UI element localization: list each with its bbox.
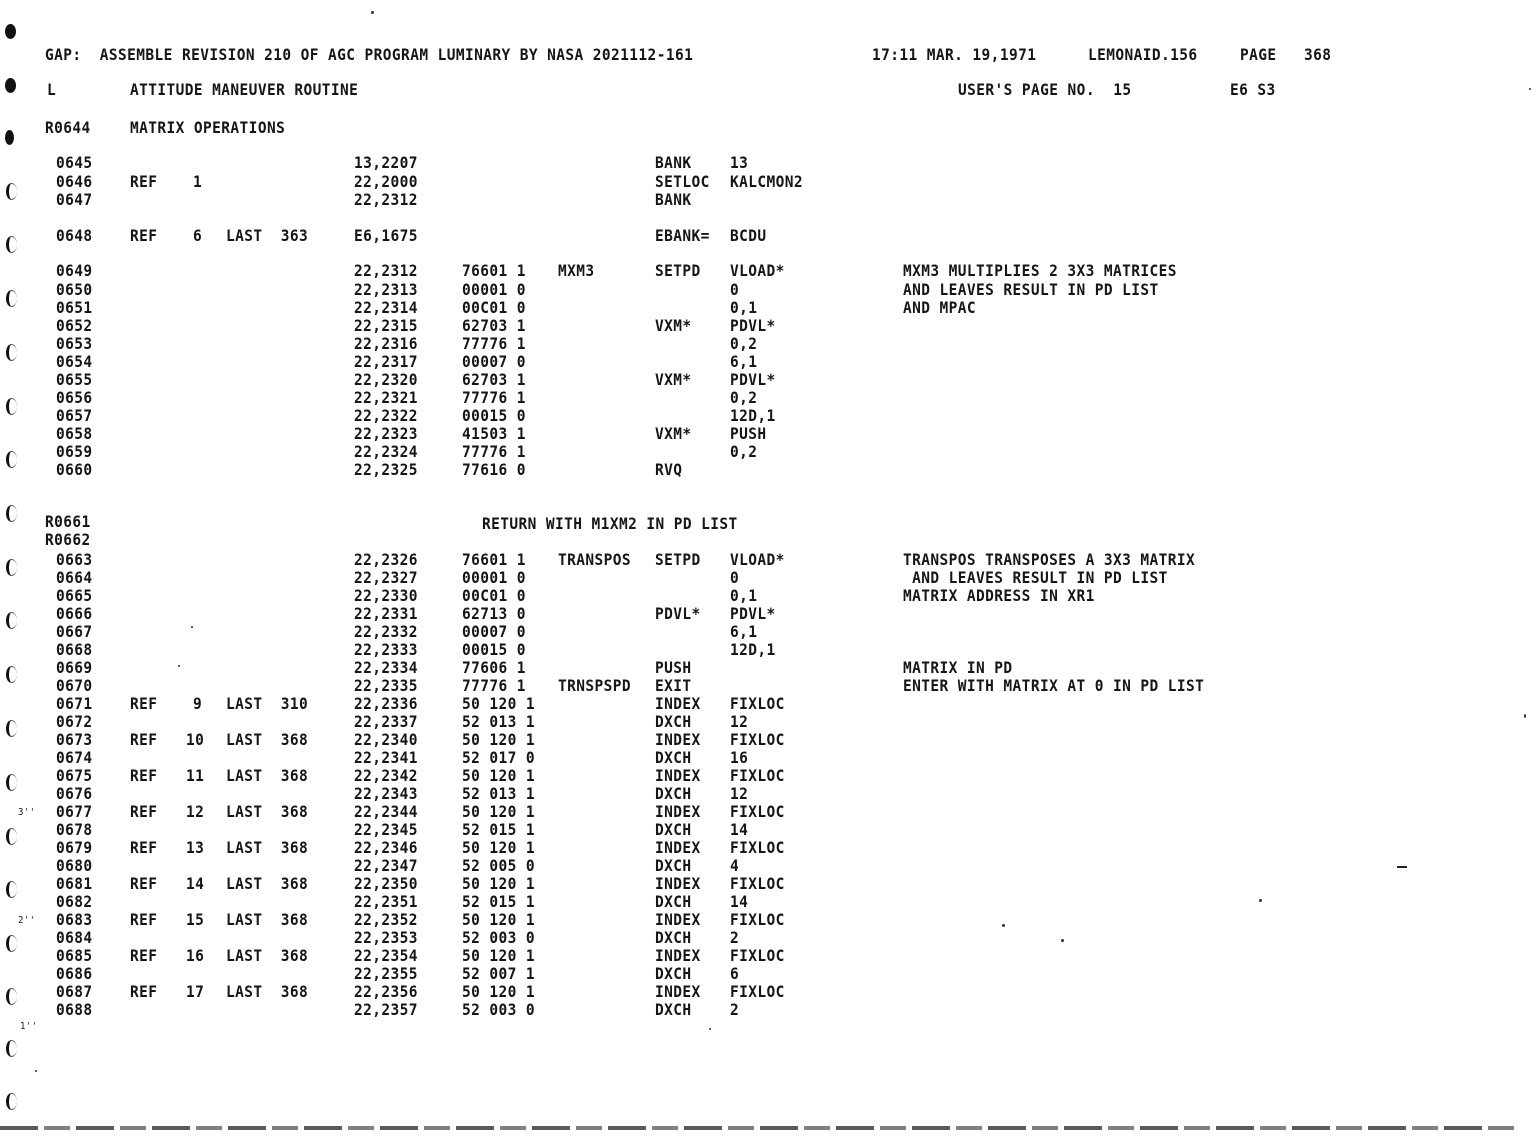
address: 22,2312: [354, 192, 418, 210]
line-number: 0671: [56, 696, 93, 714]
line-number: 0663: [56, 552, 93, 570]
feed-hole: [6, 935, 17, 952]
opcode: PUSH: [655, 660, 692, 678]
operand: FIXLOC: [730, 732, 785, 750]
line-number: 0688: [56, 1002, 93, 1020]
ref-label: REF: [130, 696, 158, 714]
address: 22,2335: [354, 678, 418, 696]
feed-hole: [6, 398, 17, 415]
last-ref: LAST 368: [226, 984, 309, 1002]
symbol-label: TRNSPSPD: [558, 678, 632, 696]
paper-speck: [1259, 899, 1262, 902]
octal-code: 50 120 1: [462, 840, 536, 858]
users-page-number: USER'S PAGE NO. 15: [958, 82, 1132, 100]
address: 22,2336: [354, 696, 418, 714]
line-number: 0656: [56, 390, 93, 408]
ref-number: 17: [186, 984, 205, 1002]
address: 22,2331: [354, 606, 418, 624]
address: 22,2316: [354, 336, 418, 354]
line-number: 0647: [56, 192, 93, 210]
opcode: BANK: [655, 192, 692, 210]
operand: 14: [730, 822, 749, 840]
line-number: 0657: [56, 408, 93, 426]
address: E6,1675: [354, 228, 418, 246]
feed-hole: [6, 236, 17, 253]
address: 22,2352: [354, 912, 418, 930]
ref-label: REF: [130, 984, 158, 1002]
operand: 14: [730, 894, 749, 912]
line-number: 0676: [56, 786, 93, 804]
address: 22,2327: [354, 570, 418, 588]
address: 22,2000: [354, 174, 418, 192]
address: 22,2346: [354, 840, 418, 858]
last-ref: LAST 368: [226, 840, 309, 858]
operand: 0: [730, 282, 740, 300]
octal-code: 77776 1: [462, 678, 526, 696]
opcode: INDEX: [655, 876, 701, 894]
page-number: 368: [1304, 47, 1332, 65]
ref-label: REF: [130, 228, 158, 246]
last-ref: LAST 368: [226, 732, 309, 750]
feed-hole: [6, 1093, 17, 1110]
address: 22,2315: [354, 318, 418, 336]
address: 13,2207: [354, 155, 418, 173]
line-number: 0672: [56, 714, 93, 732]
ref-label: REF: [130, 912, 158, 930]
paper-speck: [178, 665, 180, 667]
ref-number: 15: [186, 912, 205, 930]
ref-label: REF: [130, 948, 158, 966]
operand: FIXLOC: [730, 948, 785, 966]
operand: 13: [730, 155, 749, 173]
comment: AND LEAVES RESULT IN PD LIST: [903, 282, 1159, 300]
address: 22,2356: [354, 984, 418, 1002]
line-number: 0682: [56, 894, 93, 912]
ref-number: 1: [193, 174, 203, 192]
feed-hole: [6, 612, 17, 629]
address: 22,2357: [354, 1002, 418, 1020]
operand: FIXLOC: [730, 696, 785, 714]
address: 22,2317: [354, 354, 418, 372]
opcode: DXCH: [655, 1002, 692, 1020]
opcode: INDEX: [655, 840, 701, 858]
ref-label: REF: [130, 840, 158, 858]
paper-speck: [371, 11, 374, 14]
feed-hole: [6, 828, 17, 845]
feed-hole: [6, 881, 17, 898]
opcode: INDEX: [655, 948, 701, 966]
symbol-label: MXM3: [558, 263, 595, 281]
operand: 12D,1: [730, 642, 776, 660]
line-number: 0660: [56, 462, 93, 480]
octal-code: 50 120 1: [462, 948, 536, 966]
line-number: 0652: [56, 318, 93, 336]
octal-code: 00C01 0: [462, 300, 526, 318]
last-ref: LAST 310: [226, 696, 309, 714]
line-number: 0668: [56, 642, 93, 660]
comment: MATRIX IN PD: [903, 660, 1013, 678]
ref-number: 6: [193, 228, 203, 246]
assembly-title: GAP: ASSEMBLE REVISION 210 OF AGC PROGRAM LUMINARY BY NASA 2021112-161: [45, 47, 694, 65]
centered-comment: RETURN WITH M1XM2 IN PD LIST: [482, 516, 738, 534]
opcode: DXCH: [655, 822, 692, 840]
line-number: 0664: [56, 570, 93, 588]
operand: BCDU: [730, 228, 767, 246]
operand: PDVL*: [730, 606, 776, 624]
line-number: 0683: [56, 912, 93, 930]
comment: ENTER WITH MATRIX AT 0 IN PD LIST: [903, 678, 1205, 696]
ref-label: REF: [130, 174, 158, 192]
operand: 6,1: [730, 624, 758, 642]
address: 22,2324: [354, 444, 418, 462]
address: 22,2321: [354, 390, 418, 408]
ref-number: 11: [186, 768, 205, 786]
line-number: 0650: [56, 282, 93, 300]
octal-code: 50 120 1: [462, 912, 536, 930]
octal-code: 52 015 1: [462, 822, 536, 840]
operand: PDVL*: [730, 372, 776, 390]
paper-speck: [1524, 714, 1526, 718]
comment: AND MPAC: [903, 300, 977, 318]
opcode: DXCH: [655, 966, 692, 984]
operand: FIXLOC: [730, 912, 785, 930]
operand: 12: [730, 786, 749, 804]
last-ref: LAST 368: [226, 948, 309, 966]
paper-speck: [709, 1028, 711, 1030]
feed-hole: [6, 451, 17, 468]
address: 22,2330: [354, 588, 418, 606]
address: 22,2342: [354, 768, 418, 786]
line-number: R0662: [45, 532, 91, 550]
octal-code: 77776 1: [462, 336, 526, 354]
opcode: DXCH: [655, 786, 692, 804]
line-number: R0644: [45, 120, 91, 138]
address: 22,2351: [354, 894, 418, 912]
address: 22,2332: [354, 624, 418, 642]
operand: PDVL*: [730, 318, 776, 336]
feed-hole: [6, 988, 17, 1005]
paper-speck: [1002, 924, 1005, 927]
operand: FIXLOC: [730, 984, 785, 1002]
line-number: 0678: [56, 822, 93, 840]
line-number: 0654: [56, 354, 93, 372]
line-number: R0661: [45, 514, 91, 532]
address: 22,2333: [354, 642, 418, 660]
octal-code: 00015 0: [462, 642, 526, 660]
margin-mark: 3'': [18, 807, 36, 819]
opcode: DXCH: [655, 894, 692, 912]
octal-code: 52 015 1: [462, 894, 536, 912]
paper-speck: [35, 1070, 37, 1072]
octal-code: 52 007 1: [462, 966, 536, 984]
octal-code: 62703 1: [462, 372, 526, 390]
feed-hole: [6, 344, 17, 361]
operand: 0: [730, 570, 740, 588]
address: 22,2341: [354, 750, 418, 768]
octal-code: 77616 0: [462, 462, 526, 480]
comment: MXM3 MULTIPLIES 2 3X3 MATRICES: [903, 263, 1177, 281]
line-number: 0645: [56, 155, 93, 173]
octal-code: 50 120 1: [462, 984, 536, 1002]
block-title: MATRIX OPERATIONS: [130, 120, 286, 138]
last-ref: LAST 368: [226, 912, 309, 930]
line-number: 0659: [56, 444, 93, 462]
line-number: 0675: [56, 768, 93, 786]
line-number: 0649: [56, 263, 93, 281]
feed-hole: [6, 505, 17, 522]
octal-code: 00C01 0: [462, 588, 526, 606]
page-label: PAGE: [1240, 47, 1277, 65]
address: 22,2325: [354, 462, 418, 480]
octal-code: 76601 1: [462, 552, 526, 570]
ref-number: 12: [186, 804, 205, 822]
line-number: 0679: [56, 840, 93, 858]
page-bottom-edge: [0, 1126, 1520, 1130]
operand: 0,2: [730, 444, 758, 462]
opcode: VXM*: [655, 426, 692, 444]
line-number: 0673: [56, 732, 93, 750]
opcode: INDEX: [655, 768, 701, 786]
ref-number: 10: [186, 732, 205, 750]
feed-hole: [5, 24, 16, 39]
opcode: DXCH: [655, 930, 692, 948]
octal-code: 52 003 0: [462, 1002, 536, 1020]
operand: FIXLOC: [730, 876, 785, 894]
operand: 6,1: [730, 354, 758, 372]
octal-code: 00001 0: [462, 570, 526, 588]
address: 22,2354: [354, 948, 418, 966]
address: 22,2353: [354, 930, 418, 948]
operand: VLOAD*: [730, 552, 785, 570]
operand: 0,2: [730, 336, 758, 354]
line-number: 0669: [56, 660, 93, 678]
octal-code: 00001 0: [462, 282, 526, 300]
opcode: INDEX: [655, 912, 701, 930]
line-number: 0666: [56, 606, 93, 624]
section-title: ATTITUDE MANEUVER ROUTINE: [130, 82, 359, 100]
address: 22,2355: [354, 966, 418, 984]
ref-number: 9: [193, 696, 203, 714]
feed-hole: [6, 290, 17, 307]
octal-code: 52 017 0: [462, 750, 536, 768]
feed-hole: [6, 1040, 17, 1057]
comment: MATRIX ADDRESS IN XR1: [903, 588, 1095, 606]
bank-code: E6 S3: [1230, 82, 1276, 100]
octal-code: 50 120 1: [462, 804, 536, 822]
feed-hole: [6, 666, 17, 683]
last-ref: LAST 363: [226, 228, 309, 246]
octal-code: 76601 1: [462, 263, 526, 281]
comment: TRANSPOS TRANSPOSES A 3X3 MATRIX: [903, 552, 1196, 570]
octal-code: 77606 1: [462, 660, 526, 678]
operand: 0,1: [730, 300, 758, 318]
address: 22,2334: [354, 660, 418, 678]
octal-code: 62713 0: [462, 606, 526, 624]
ref-label: REF: [130, 876, 158, 894]
symbol-label: TRANSPOS: [558, 552, 632, 570]
ref-number: 13: [186, 840, 205, 858]
line-number: 0665: [56, 588, 93, 606]
octal-code: 50 120 1: [462, 732, 536, 750]
line-number: 0658: [56, 426, 93, 444]
ref-label: REF: [130, 804, 158, 822]
ref-label: REF: [130, 768, 158, 786]
paper-mark: [1397, 866, 1407, 868]
operand: KALCMON2: [730, 174, 804, 192]
line-number: 0686: [56, 966, 93, 984]
paper-speck: [1061, 939, 1064, 942]
line-number: 0648: [56, 228, 93, 246]
octal-code: 00015 0: [462, 408, 526, 426]
paper-speck: [1529, 88, 1531, 90]
address: 22,2343: [354, 786, 418, 804]
opcode: INDEX: [655, 804, 701, 822]
print-timestamp: 17:11 MAR. 19,1971: [872, 47, 1037, 65]
ref-label: REF: [130, 732, 158, 750]
line-number: 0670: [56, 678, 93, 696]
operand: FIXLOC: [730, 840, 785, 858]
operand: FIXLOC: [730, 804, 785, 822]
line-number: 0685: [56, 948, 93, 966]
octal-code: 00007 0: [462, 624, 526, 642]
operand: 4: [730, 858, 740, 876]
operand: FIXLOC: [730, 768, 785, 786]
octal-code: 50 120 1: [462, 696, 536, 714]
line-number: 0651: [56, 300, 93, 318]
line-number: 0680: [56, 858, 93, 876]
address: 22,2345: [354, 822, 418, 840]
address: 22,2350: [354, 876, 418, 894]
margin-mark: 2'': [18, 915, 36, 927]
last-ref: LAST 368: [226, 804, 309, 822]
opcode: SETPD: [655, 552, 701, 570]
paper-speck: [191, 626, 193, 628]
operand: 12: [730, 714, 749, 732]
line-number: 0667: [56, 624, 93, 642]
operand: PUSH: [730, 426, 767, 444]
address: 22,2347: [354, 858, 418, 876]
octal-code: 52 013 1: [462, 786, 536, 804]
opcode: INDEX: [655, 984, 701, 1002]
address: 22,2322: [354, 408, 418, 426]
line-number: 0653: [56, 336, 93, 354]
line-number: 0655: [56, 372, 93, 390]
operand: VLOAD*: [730, 263, 785, 281]
operand: 0,1: [730, 588, 758, 606]
address: 22,2340: [354, 732, 418, 750]
opcode: DXCH: [655, 858, 692, 876]
line-number: 0687: [56, 984, 93, 1002]
octal-code: 62703 1: [462, 318, 526, 336]
ref-number: 16: [186, 948, 205, 966]
octal-code: 52 003 0: [462, 930, 536, 948]
octal-code: 52 013 1: [462, 714, 536, 732]
opcode: VXM*: [655, 318, 692, 336]
feed-hole: [6, 774, 17, 791]
address: 22,2344: [354, 804, 418, 822]
opcode: EXIT: [655, 678, 692, 696]
octal-code: 41503 1: [462, 426, 526, 444]
octal-code: 52 005 0: [462, 858, 536, 876]
operand: 2: [730, 1002, 740, 1020]
comment: AND LEAVES RESULT IN PD LIST: [903, 570, 1168, 588]
feed-hole: [6, 720, 17, 737]
operand: 16: [730, 750, 749, 768]
feed-hole: [6, 183, 17, 200]
line-number: 0684: [56, 930, 93, 948]
opcode: VXM*: [655, 372, 692, 390]
opcode: SETPD: [655, 263, 701, 281]
opcode: BANK: [655, 155, 692, 173]
opcode: INDEX: [655, 732, 701, 750]
address: 22,2337: [354, 714, 418, 732]
address: 22,2323: [354, 426, 418, 444]
opcode: INDEX: [655, 696, 701, 714]
source-file-name: LEMONAID.156: [1088, 47, 1198, 65]
opcode: SETLOC: [655, 174, 710, 192]
feed-hole: [6, 559, 17, 576]
line-number: 0646: [56, 174, 93, 192]
operand: 12D,1: [730, 408, 776, 426]
octal-code: 50 120 1: [462, 876, 536, 894]
octal-code: 77776 1: [462, 390, 526, 408]
line-number: 0674: [56, 750, 93, 768]
opcode: DXCH: [655, 714, 692, 732]
address: 22,2314: [354, 300, 418, 318]
line-number: 0681: [56, 876, 93, 894]
feed-hole: [5, 78, 16, 93]
address: 22,2313: [354, 282, 418, 300]
last-ref: LAST 368: [226, 768, 309, 786]
address: 22,2320: [354, 372, 418, 390]
ref-number: 14: [186, 876, 205, 894]
margin-mark: 1'': [20, 1021, 38, 1033]
operand: 0,2: [730, 390, 758, 408]
last-ref: LAST 368: [226, 876, 309, 894]
listing-type-code: L: [47, 82, 57, 100]
address: 22,2312: [354, 263, 418, 281]
opcode: RVQ: [655, 462, 683, 480]
opcode: PDVL*: [655, 606, 701, 624]
octal-code: 77776 1: [462, 444, 526, 462]
opcode: EBANK=: [655, 228, 710, 246]
octal-code: 00007 0: [462, 354, 526, 372]
feed-hole: [5, 130, 14, 145]
line-number: 0677: [56, 804, 93, 822]
address: 22,2326: [354, 552, 418, 570]
octal-code: 50 120 1: [462, 768, 536, 786]
opcode: DXCH: [655, 750, 692, 768]
operand: 2: [730, 930, 740, 948]
operand: 6: [730, 966, 740, 984]
